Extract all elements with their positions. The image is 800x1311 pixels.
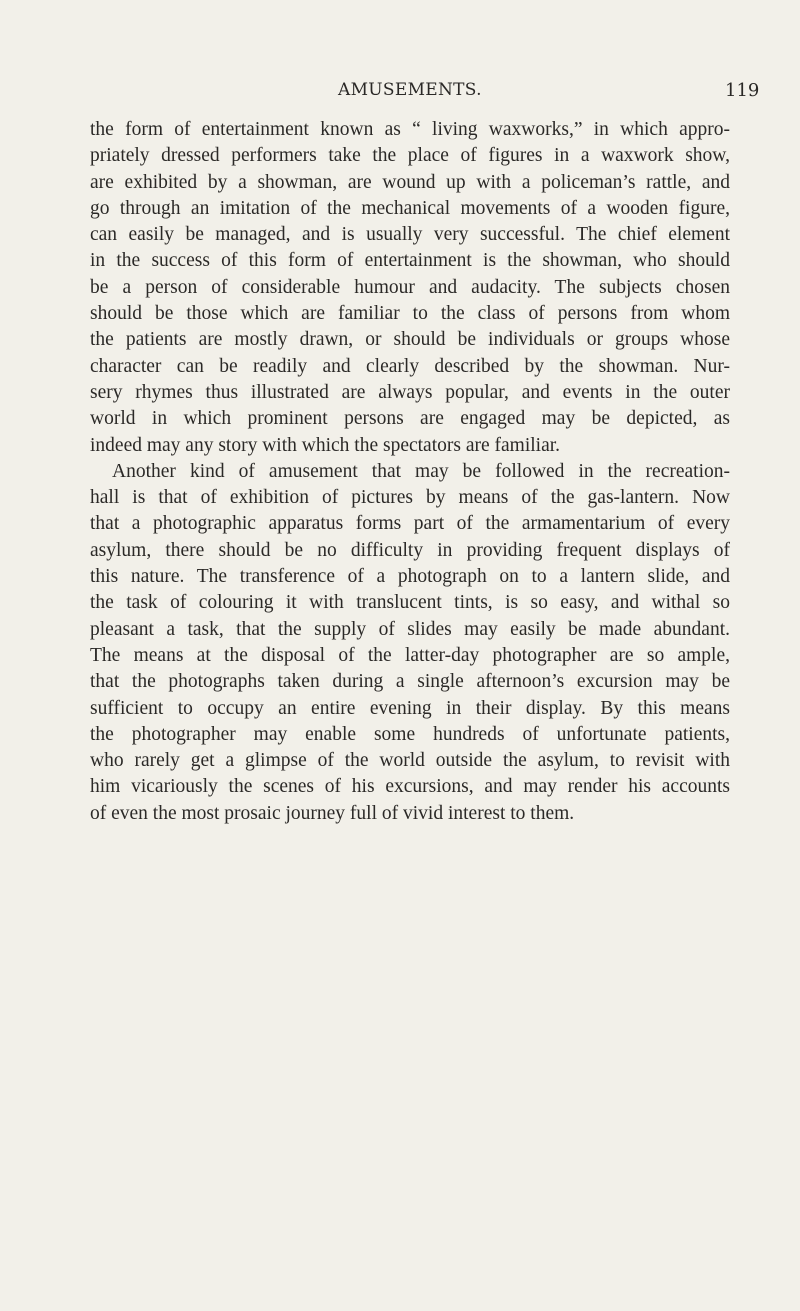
page-number: 119 — [725, 80, 760, 101]
text-line: Another kind of amusement that may be followed in the recreation- — [112, 460, 730, 482]
text-line: are exhibited by a showman, are wound up with a policeman’s rattle, and — [90, 171, 730, 193]
text-line: the patients are mostly drawn, or should be individuals or groups whose — [90, 329, 730, 351]
text-line: hall is that of exhibition of pictures by means of the gas-lantern. Now — [90, 487, 730, 509]
text-line: this nature. The transference of a photograph on to a lantern slide, and — [90, 566, 730, 588]
text-line: priately dressed performers take the place of figures in a waxwork show, — [90, 145, 730, 167]
paragraph-waxworks — [90, 117, 730, 459]
running-title: AMUSEMENTS. — [338, 80, 482, 100]
text-line: The means at the disposal of the latter-day photographer are so ample, — [90, 644, 730, 666]
text-line: sufficient to occupy an entire evening in their display. By this means — [90, 697, 730, 719]
text-line: can easily be managed, and is usually very successful. The chief element — [90, 224, 730, 246]
text-line: should be those which are familiar to the class of persons from whom — [90, 303, 730, 325]
text-line: of even the most prosaic journey full of vivid interest to them. — [90, 802, 575, 824]
text-line: asylum, there should be no difficulty in providing frequent displays of — [90, 539, 730, 561]
text-line: be a person of considerable humour and audacity. The subjects chosen — [90, 276, 730, 298]
text-line: sery rhymes thus illustrated are always popular, and events in the outer — [90, 381, 730, 403]
text-line: the photographer may enable some hundreds of unfortunate patients, — [90, 723, 730, 745]
text-line: world in which prominent persons are engaged may be depicted, as — [90, 408, 730, 430]
text-line: character can be readily and clearly described by the showman. Nur- — [90, 355, 730, 377]
text-line: indeed may any story with which the spectators are familiar. — [90, 434, 561, 456]
body-text — [90, 117, 730, 827]
text-line: pleasant a task, that the supply of slides may easily be made abundant. — [90, 618, 730, 640]
text-line: in the success of this form of entertainment is the showman, who should — [90, 250, 730, 272]
text-line: that the photographs taken during a single afternoon’s excursion may be — [90, 671, 730, 693]
text-line: the form of entertainment known as “ living waxworks,” in which appro- — [90, 119, 730, 140]
text-line: him vicariously the scenes of his excursions, and may render his accounts — [90, 776, 730, 798]
text-line: the task of colouring it with translucent tints, is so easy, and withal so — [90, 592, 730, 614]
running-head — [0, 80, 800, 106]
text-line: that a photographic apparatus forms part of the armamentarium of every — [90, 513, 730, 535]
paragraph-lantern-pictures — [90, 459, 730, 827]
text-line: go through an imitation of the mechanical movements of a wooden figure, — [90, 197, 730, 219]
text-line: who rarely get a glimpse of the world outside the asylum, to revisit with — [90, 750, 730, 772]
